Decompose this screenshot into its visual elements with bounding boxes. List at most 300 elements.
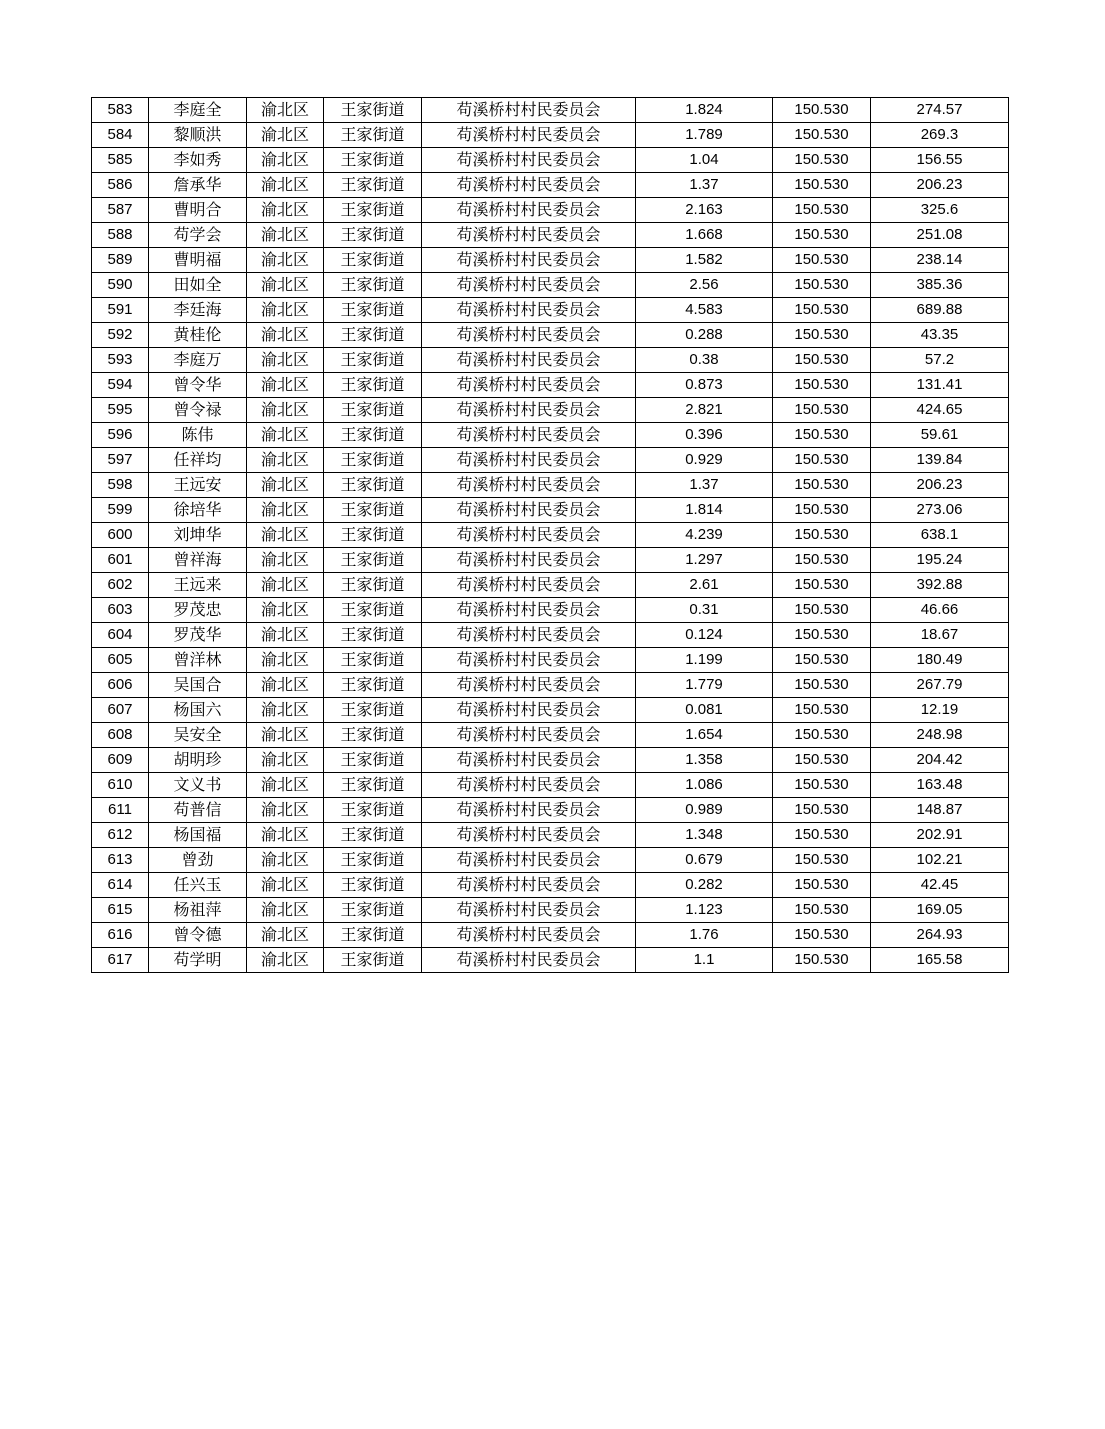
table-row [92, 823, 1009, 848]
cell-area: 1.654 [636, 723, 773, 748]
cell-area: 1.123 [636, 898, 773, 923]
cell-area: 0.929 [636, 448, 773, 473]
cell-committee: 苟溪桥村村民委员会 [422, 648, 636, 673]
cell-amount: 165.58 [871, 948, 1009, 973]
cell-area: 1.668 [636, 223, 773, 248]
cell-name: 黄桂伦 [149, 323, 247, 348]
cell-row-number: 593 [92, 348, 149, 373]
cell-district: 渝北区 [247, 248, 324, 273]
cell-committee: 苟溪桥村村民委员会 [422, 798, 636, 823]
cell-committee: 苟溪桥村村民委员会 [422, 123, 636, 148]
cell-area: 0.282 [636, 873, 773, 898]
cell-street: 王家街道 [324, 123, 422, 148]
table-row [92, 273, 1009, 298]
cell-street: 王家街道 [324, 573, 422, 598]
cell-row-number: 590 [92, 273, 149, 298]
cell-area: 0.31 [636, 598, 773, 623]
cell-district: 渝北区 [247, 448, 324, 473]
cell-amount: 131.41 [871, 373, 1009, 398]
table-row [92, 198, 1009, 223]
cell-committee: 苟溪桥村村民委员会 [422, 623, 636, 648]
table-row [92, 698, 1009, 723]
cell-district: 渝北区 [247, 198, 324, 223]
cell-row-number: 589 [92, 248, 149, 273]
cell-name: 杨国福 [149, 823, 247, 848]
table-row [92, 123, 1009, 148]
cell-amount: 169.05 [871, 898, 1009, 923]
cell-committee: 苟溪桥村村民委员会 [422, 723, 636, 748]
table-row [92, 298, 1009, 323]
cell-row-number: 591 [92, 298, 149, 323]
cell-amount: 46.66 [871, 598, 1009, 623]
cell-row-number: 584 [92, 123, 149, 148]
cell-name: 陈伟 [149, 423, 247, 448]
cell-street: 王家街道 [324, 848, 422, 873]
cell-committee: 苟溪桥村村民委员会 [422, 748, 636, 773]
cell-committee: 苟溪桥村村民委员会 [422, 148, 636, 173]
cell-unit-price: 150.530 [773, 173, 871, 198]
cell-street: 王家街道 [324, 173, 422, 198]
cell-amount: 248.98 [871, 723, 1009, 748]
cell-district: 渝北区 [247, 123, 324, 148]
cell-amount: 269.3 [871, 123, 1009, 148]
cell-row-number: 605 [92, 648, 149, 673]
cell-name: 曾劲 [149, 848, 247, 873]
cell-name: 苟学会 [149, 223, 247, 248]
cell-committee: 苟溪桥村村民委员会 [422, 373, 636, 398]
cell-row-number: 615 [92, 898, 149, 923]
cell-area: 2.163 [636, 198, 773, 223]
table-row [92, 573, 1009, 598]
cell-district: 渝北区 [247, 573, 324, 598]
table-row [92, 723, 1009, 748]
cell-committee: 苟溪桥村村民委员会 [422, 273, 636, 298]
cell-unit-price: 150.530 [773, 873, 871, 898]
cell-unit-price: 150.530 [773, 398, 871, 423]
cell-committee: 苟溪桥村村民委员会 [422, 98, 636, 123]
cell-unit-price: 150.530 [773, 448, 871, 473]
cell-district: 渝北区 [247, 873, 324, 898]
cell-area: 1.824 [636, 98, 773, 123]
cell-area: 1.76 [636, 923, 773, 948]
cell-committee: 苟溪桥村村民委员会 [422, 898, 636, 923]
cell-area: 0.288 [636, 323, 773, 348]
table-row [92, 323, 1009, 348]
cell-row-number: 602 [92, 573, 149, 598]
cell-district: 渝北区 [247, 273, 324, 298]
table-row [92, 848, 1009, 873]
cell-committee: 苟溪桥村村民委员会 [422, 948, 636, 973]
cell-street: 王家街道 [324, 873, 422, 898]
cell-street: 王家街道 [324, 748, 422, 773]
cell-district: 渝北区 [247, 723, 324, 748]
table-row [92, 748, 1009, 773]
cell-street: 王家街道 [324, 823, 422, 848]
cell-amount: 43.35 [871, 323, 1009, 348]
cell-district: 渝北区 [247, 548, 324, 573]
cell-row-number: 597 [92, 448, 149, 473]
cell-name: 文义书 [149, 773, 247, 798]
cell-unit-price: 150.530 [773, 123, 871, 148]
cell-row-number: 583 [92, 98, 149, 123]
cell-unit-price: 150.530 [773, 923, 871, 948]
cell-row-number: 611 [92, 798, 149, 823]
table-row [92, 623, 1009, 648]
cell-area: 1.348 [636, 823, 773, 848]
cell-amount: 202.91 [871, 823, 1009, 848]
cell-district: 渝北区 [247, 698, 324, 723]
cell-unit-price: 150.530 [773, 798, 871, 823]
table-row [92, 373, 1009, 398]
cell-name: 李廷海 [149, 298, 247, 323]
cell-street: 王家街道 [324, 773, 422, 798]
cell-row-number: 601 [92, 548, 149, 573]
cell-street: 王家街道 [324, 498, 422, 523]
cell-unit-price: 150.530 [773, 148, 871, 173]
cell-amount: 238.14 [871, 248, 1009, 273]
cell-amount: 180.49 [871, 648, 1009, 673]
cell-area: 1.1 [636, 948, 773, 973]
cell-row-number: 596 [92, 423, 149, 448]
cell-name: 杨祖萍 [149, 898, 247, 923]
cell-committee: 苟溪桥村村民委员会 [422, 523, 636, 548]
cell-district: 渝北区 [247, 298, 324, 323]
cell-area: 1.37 [636, 473, 773, 498]
cell-name: 苟学明 [149, 948, 247, 973]
cell-row-number: 603 [92, 598, 149, 623]
cell-amount: 59.61 [871, 423, 1009, 448]
cell-amount: 139.84 [871, 448, 1009, 473]
cell-district: 渝北区 [247, 148, 324, 173]
table-row [92, 173, 1009, 198]
table-row [92, 948, 1009, 973]
cell-name: 詹承华 [149, 173, 247, 198]
cell-area: 1.37 [636, 173, 773, 198]
cell-district: 渝北区 [247, 323, 324, 348]
cell-amount: 195.24 [871, 548, 1009, 573]
cell-area: 0.38 [636, 348, 773, 373]
cell-unit-price: 150.530 [773, 473, 871, 498]
cell-unit-price: 150.530 [773, 623, 871, 648]
cell-committee: 苟溪桥村村民委员会 [422, 223, 636, 248]
cell-unit-price: 150.530 [773, 248, 871, 273]
cell-amount: 12.19 [871, 698, 1009, 723]
cell-name: 王远安 [149, 473, 247, 498]
cell-street: 王家街道 [324, 348, 422, 373]
cell-area: 0.081 [636, 698, 773, 723]
cell-unit-price: 150.530 [773, 648, 871, 673]
cell-district: 渝北区 [247, 598, 324, 623]
cell-area: 1.199 [636, 648, 773, 673]
table-row [92, 348, 1009, 373]
table-row [92, 923, 1009, 948]
cell-row-number: 599 [92, 498, 149, 523]
cell-row-number: 595 [92, 398, 149, 423]
cell-district: 渝北区 [247, 373, 324, 398]
cell-district: 渝北区 [247, 423, 324, 448]
cell-district: 渝北区 [247, 898, 324, 923]
cell-district: 渝北区 [247, 773, 324, 798]
cell-amount: 424.65 [871, 398, 1009, 423]
cell-area: 0.873 [636, 373, 773, 398]
cell-row-number: 594 [92, 373, 149, 398]
cell-unit-price: 150.530 [773, 848, 871, 873]
cell-committee: 苟溪桥村村民委员会 [422, 473, 636, 498]
cell-street: 王家街道 [324, 723, 422, 748]
cell-unit-price: 150.530 [773, 298, 871, 323]
cell-name: 徐培华 [149, 498, 247, 523]
cell-street: 王家街道 [324, 148, 422, 173]
cell-committee: 苟溪桥村村民委员会 [422, 573, 636, 598]
cell-street: 王家街道 [324, 448, 422, 473]
cell-amount: 102.21 [871, 848, 1009, 873]
cell-committee: 苟溪桥村村民委员会 [422, 498, 636, 523]
cell-name: 任兴玉 [149, 873, 247, 898]
cell-committee: 苟溪桥村村民委员会 [422, 698, 636, 723]
cell-street: 王家街道 [324, 223, 422, 248]
cell-area: 1.789 [636, 123, 773, 148]
cell-district: 渝北区 [247, 848, 324, 873]
cell-committee: 苟溪桥村村民委员会 [422, 873, 636, 898]
cell-amount: 267.79 [871, 673, 1009, 698]
table-row [92, 398, 1009, 423]
cell-committee: 苟溪桥村村民委员会 [422, 598, 636, 623]
cell-amount: 204.42 [871, 748, 1009, 773]
cell-area: 0.989 [636, 798, 773, 823]
cell-district: 渝北区 [247, 623, 324, 648]
cell-area: 0.679 [636, 848, 773, 873]
cell-unit-price: 150.530 [773, 748, 871, 773]
table-row [92, 248, 1009, 273]
cell-street: 王家街道 [324, 398, 422, 423]
table-row [92, 873, 1009, 898]
table-row [92, 473, 1009, 498]
cell-unit-price: 150.530 [773, 498, 871, 523]
cell-committee: 苟溪桥村村民委员会 [422, 923, 636, 948]
cell-area: 0.124 [636, 623, 773, 648]
table-row [92, 898, 1009, 923]
cell-street: 王家街道 [324, 623, 422, 648]
cell-name: 杨国六 [149, 698, 247, 723]
cell-area: 2.56 [636, 273, 773, 298]
cell-row-number: 607 [92, 698, 149, 723]
cell-street: 王家街道 [324, 248, 422, 273]
cell-street: 王家街道 [324, 373, 422, 398]
cell-row-number: 592 [92, 323, 149, 348]
data-table [91, 97, 1009, 973]
cell-street: 王家街道 [324, 198, 422, 223]
table-row [92, 548, 1009, 573]
cell-name: 王远来 [149, 573, 247, 598]
cell-district: 渝北区 [247, 523, 324, 548]
cell-unit-price: 150.530 [773, 273, 871, 298]
cell-committee: 苟溪桥村村民委员会 [422, 298, 636, 323]
cell-district: 渝北区 [247, 223, 324, 248]
cell-committee: 苟溪桥村村民委员会 [422, 248, 636, 273]
cell-name: 任祥均 [149, 448, 247, 473]
cell-unit-price: 150.530 [773, 698, 871, 723]
cell-district: 渝北区 [247, 673, 324, 698]
table-row [92, 148, 1009, 173]
cell-name: 曹明合 [149, 198, 247, 223]
cell-amount: 206.23 [871, 173, 1009, 198]
cell-committee: 苟溪桥村村民委员会 [422, 548, 636, 573]
cell-row-number: 598 [92, 473, 149, 498]
cell-unit-price: 150.530 [773, 598, 871, 623]
cell-unit-price: 150.530 [773, 523, 871, 548]
cell-street: 王家街道 [324, 523, 422, 548]
cell-name: 罗茂华 [149, 623, 247, 648]
cell-district: 渝北区 [247, 348, 324, 373]
cell-unit-price: 150.530 [773, 98, 871, 123]
cell-unit-price: 150.530 [773, 323, 871, 348]
cell-area: 1.297 [636, 548, 773, 573]
cell-street: 王家街道 [324, 673, 422, 698]
cell-name: 田如全 [149, 273, 247, 298]
cell-unit-price: 150.530 [773, 573, 871, 598]
cell-district: 渝北区 [247, 648, 324, 673]
cell-area: 1.358 [636, 748, 773, 773]
cell-amount: 325.6 [871, 198, 1009, 223]
cell-committee: 苟溪桥村村民委员会 [422, 448, 636, 473]
cell-area: 2.61 [636, 573, 773, 598]
cell-committee: 苟溪桥村村民委员会 [422, 673, 636, 698]
cell-unit-price: 150.530 [773, 548, 871, 573]
cell-street: 王家街道 [324, 473, 422, 498]
cell-amount: 18.67 [871, 623, 1009, 648]
cell-row-number: 612 [92, 823, 149, 848]
cell-district: 渝北区 [247, 473, 324, 498]
cell-name: 曾令禄 [149, 398, 247, 423]
cell-name: 曾洋林 [149, 648, 247, 673]
cell-name: 曾令华 [149, 373, 247, 398]
cell-name: 曹明福 [149, 248, 247, 273]
table-row [92, 98, 1009, 123]
cell-unit-price: 150.530 [773, 223, 871, 248]
cell-row-number: 613 [92, 848, 149, 873]
cell-amount: 206.23 [871, 473, 1009, 498]
cell-row-number: 604 [92, 623, 149, 648]
cell-area: 1.086 [636, 773, 773, 798]
cell-row-number: 588 [92, 223, 149, 248]
cell-street: 王家街道 [324, 898, 422, 923]
cell-row-number: 617 [92, 948, 149, 973]
cell-name: 罗茂忠 [149, 598, 247, 623]
cell-amount: 638.1 [871, 523, 1009, 548]
cell-area: 1.779 [636, 673, 773, 698]
cell-street: 王家街道 [324, 798, 422, 823]
cell-row-number: 609 [92, 748, 149, 773]
cell-district: 渝北区 [247, 498, 324, 523]
cell-amount: 57.2 [871, 348, 1009, 373]
cell-name: 苟普信 [149, 798, 247, 823]
cell-unit-price: 150.530 [773, 423, 871, 448]
cell-committee: 苟溪桥村村民委员会 [422, 848, 636, 873]
table-row [92, 798, 1009, 823]
cell-name: 吴安全 [149, 723, 247, 748]
cell-row-number: 608 [92, 723, 149, 748]
cell-street: 王家街道 [324, 923, 422, 948]
cell-street: 王家街道 [324, 698, 422, 723]
cell-unit-price: 150.530 [773, 198, 871, 223]
cell-district: 渝北区 [247, 948, 324, 973]
table-row [92, 423, 1009, 448]
cell-street: 王家街道 [324, 548, 422, 573]
cell-unit-price: 150.530 [773, 898, 871, 923]
cell-amount: 689.88 [871, 298, 1009, 323]
table-row [92, 223, 1009, 248]
cell-district: 渝北区 [247, 748, 324, 773]
cell-committee: 苟溪桥村村民委员会 [422, 348, 636, 373]
table-row [92, 648, 1009, 673]
cell-amount: 274.57 [871, 98, 1009, 123]
cell-area: 2.821 [636, 398, 773, 423]
cell-area: 1.04 [636, 148, 773, 173]
table-row [92, 673, 1009, 698]
cell-name: 李庭万 [149, 348, 247, 373]
table-row [92, 523, 1009, 548]
cell-street: 王家街道 [324, 98, 422, 123]
cell-unit-price: 150.530 [773, 373, 871, 398]
cell-street: 王家街道 [324, 948, 422, 973]
cell-street: 王家街道 [324, 423, 422, 448]
cell-district: 渝北区 [247, 923, 324, 948]
cell-amount: 163.48 [871, 773, 1009, 798]
cell-name: 胡明珍 [149, 748, 247, 773]
cell-row-number: 606 [92, 673, 149, 698]
cell-amount: 273.06 [871, 498, 1009, 523]
cell-street: 王家街道 [324, 648, 422, 673]
cell-committee: 苟溪桥村村民委员会 [422, 198, 636, 223]
cell-area: 4.583 [636, 298, 773, 323]
cell-unit-price: 150.530 [773, 948, 871, 973]
cell-district: 渝北区 [247, 823, 324, 848]
cell-street: 王家街道 [324, 298, 422, 323]
cell-name: 刘坤华 [149, 523, 247, 548]
cell-committee: 苟溪桥村村民委员会 [422, 398, 636, 423]
cell-street: 王家街道 [324, 598, 422, 623]
cell-district: 渝北区 [247, 398, 324, 423]
cell-row-number: 610 [92, 773, 149, 798]
cell-row-number: 586 [92, 173, 149, 198]
cell-amount: 385.36 [871, 273, 1009, 298]
table-body [92, 98, 1009, 973]
cell-amount: 156.55 [871, 148, 1009, 173]
cell-amount: 42.45 [871, 873, 1009, 898]
table-row [92, 598, 1009, 623]
cell-committee: 苟溪桥村村民委员会 [422, 773, 636, 798]
cell-row-number: 614 [92, 873, 149, 898]
cell-area: 1.814 [636, 498, 773, 523]
cell-amount: 148.87 [871, 798, 1009, 823]
table-row [92, 773, 1009, 798]
table-row [92, 498, 1009, 523]
cell-unit-price: 150.530 [773, 773, 871, 798]
cell-name: 李如秀 [149, 148, 247, 173]
cell-amount: 264.93 [871, 923, 1009, 948]
cell-unit-price: 150.530 [773, 723, 871, 748]
cell-name: 吴国合 [149, 673, 247, 698]
cell-row-number: 600 [92, 523, 149, 548]
cell-street: 王家街道 [324, 323, 422, 348]
cell-row-number: 587 [92, 198, 149, 223]
cell-committee: 苟溪桥村村民委员会 [422, 173, 636, 198]
cell-area: 4.239 [636, 523, 773, 548]
cell-row-number: 616 [92, 923, 149, 948]
table-row [92, 448, 1009, 473]
cell-district: 渝北区 [247, 173, 324, 198]
cell-committee: 苟溪桥村村民委员会 [422, 423, 636, 448]
